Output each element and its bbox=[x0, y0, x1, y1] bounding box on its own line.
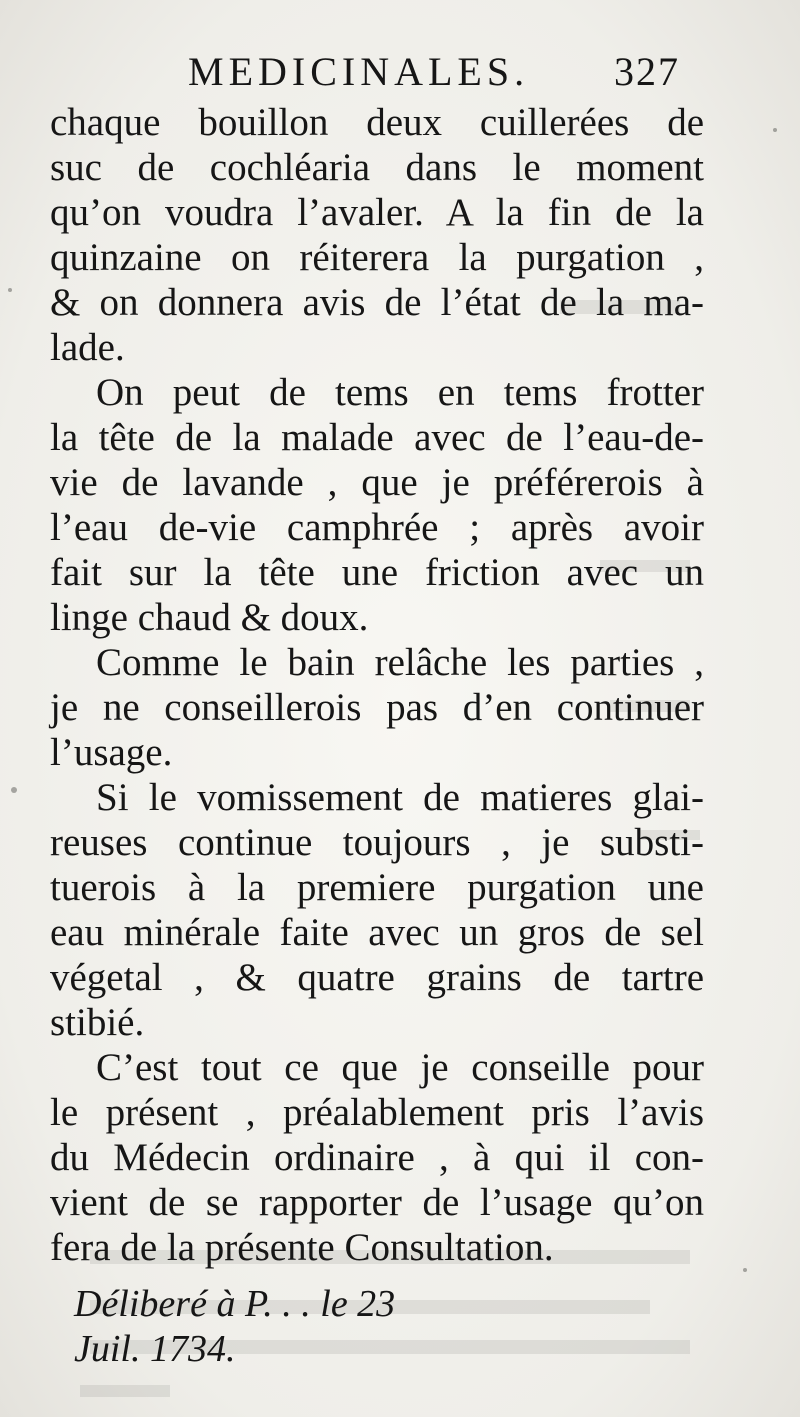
text-line: linge chaud & doux. bbox=[50, 596, 369, 639]
page-header bbox=[0, 44, 800, 104]
text-line: suc de cochléaria dans le moment bbox=[50, 146, 704, 189]
text-line: eau minérale faite avec un gros de sel bbox=[50, 911, 704, 954]
paragraph bbox=[50, 370, 704, 640]
text-line: lade. bbox=[50, 326, 125, 369]
text-line: Comme le bain relâche les parties , bbox=[96, 641, 704, 684]
text-line: C’est tout ce que je conseille pour bbox=[96, 1046, 704, 1089]
text-line: Si le vomissement de matieres glai- bbox=[96, 776, 704, 819]
text-line: stibié. bbox=[50, 1001, 145, 1044]
text-line: qu’on voudra l’avaler. A la fin de la bbox=[50, 191, 704, 234]
signature-line: Juil. 1734. bbox=[74, 1328, 236, 1370]
text-line: végetal , & quatre grains de tartre bbox=[50, 956, 704, 999]
text-line: reuses continue toujours , je substi- bbox=[50, 821, 704, 864]
text-line: fera de la présente Consultation. bbox=[50, 1226, 554, 1269]
text-line: chaque bouillon deux cuillerées de bbox=[50, 101, 704, 144]
text-line: On peut de tems en tems frotter bbox=[96, 371, 704, 414]
page-number: 327 bbox=[614, 49, 680, 94]
text-line: fait sur la tête une friction avec un bbox=[50, 551, 704, 594]
paragraph bbox=[50, 100, 704, 370]
paragraph bbox=[50, 775, 704, 1045]
text-line: vie de lavande , que je préférerois à bbox=[50, 461, 704, 504]
text-line: du Médecin ordinaire , à qui il con- bbox=[50, 1136, 704, 1179]
text-line: quinzaine on réiterera la purgation , bbox=[50, 236, 704, 279]
text-line: & on donnera avis de l’état de la ma- bbox=[50, 281, 704, 324]
signature-date bbox=[74, 1278, 395, 1368]
running-head: MEDICINALES. bbox=[188, 49, 530, 94]
text-line: l’eau de-vie camphrée ; après avoir bbox=[50, 506, 704, 549]
text-line: tuerois à la premiere purgation une bbox=[50, 866, 704, 909]
body-text bbox=[50, 100, 704, 1270]
signature-line: Déliberé à P. . . le 23 bbox=[74, 1283, 396, 1325]
text-line: je ne conseillerois pas d’en continuer bbox=[50, 686, 704, 729]
paragraph bbox=[50, 640, 704, 775]
text-line: l’usage. bbox=[50, 731, 173, 774]
paragraph bbox=[50, 1045, 704, 1270]
text-line: la tête de la malade avec de l’eau-de- bbox=[50, 416, 704, 459]
text-line: vient de se rapporter de l’usage qu’on bbox=[50, 1181, 704, 1224]
text-line: le présent , préalablement pris l’avis bbox=[50, 1091, 704, 1134]
